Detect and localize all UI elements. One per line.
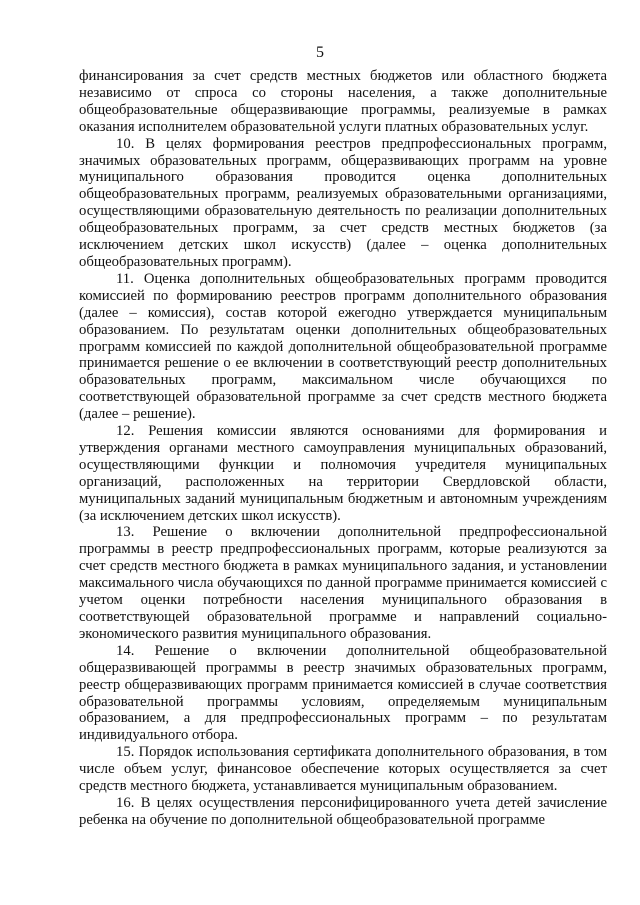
paragraph-12: 12. Решения комиссии являются основаниями для формирования и утверждения органами местного самоуправления муниципальных образований, осуществляющими функции и полномочия учредителя муниципальных организаций, расположенных на территории Свердловской области, муниципальных заданий муниципальным бюджетным и автономным учреждениям (за исключением детских школ искусств). <box>79 423 607 524</box>
paragraph-13: 13. Решение о включении дополнительной предпрофессиональной программы в реестр предпрофессиональных программ, которые реализуются за счет средств местного бюджета в рамках муниципального задания, и установлении максимального числа обучающихся по данной программе принимается комиссией с учетом оценки потребности населения муниципального образования в соответствующей образовательной программе и направлений социально-экономического развития муниципального образования. <box>79 524 607 642</box>
paragraph-16: 16. В целях осуществления персонифицированного учета детей зачисление ребенка на обучение по дополнительной общеобразовательной программе <box>79 794 607 828</box>
paragraph-15: 15. Порядок использования сертификата дополнительного образования, в том числе объем услуг, финансовое обеспечение которых осуществляется за счет средств местного бюджета, устанавливается муниципальным образованием. <box>79 744 607 795</box>
paragraph-10: 10. В целях формирования реестров предпрофессиональных программ, значимых образовательных программ, общеразвивающих программ на уровне муниципального образования проводится оценка дополнительных общеобразовательных программ, реализуемых образовательными организациями, осуществляющими образовательную деятельность по реализации дополнительных общеобразовательных программ, за счет средств местных бюджетов (за исключением детских школ искусств) (далее – оценка дополнительных общеобразовательных программ). <box>79 135 607 270</box>
paragraph-11: 11. Оценка дополнительных общеобразовательных программ проводится комиссией по формированию реестров программ дополнительного образования (далее – комиссия), состав которой ежегодно утверждается муниципальным образованием. По результатам оценки дополнительных общеобразовательных программ комиссией по каждой дополнительной общеобразовательной программе принимается решение о ее включении в соответствующий реестр дополнительных образовательных программ, максимальном числе обучающихся по соответствующей образовательной программе за счет средств местного бюджета (далее – решение). <box>79 270 607 423</box>
page-number: 5 <box>316 44 324 61</box>
document-body <box>79 68 607 829</box>
paragraph-14: 14. Решение о включении дополнительной общеобразовательной общеразвивающей программы в реестр значимых образовательных программ, реестр общеразвивающих программ принимается комиссией в случае соответствия образовательной программы условиям, определяемым муниципальным образованием, а для предпрофессиональных программ – по результатам индивидуального отбора. <box>79 642 607 744</box>
paragraph-continuation: финансирования за счет средств местных бюджетов или областного бюджета независимо от спроса со стороны населения, а также дополнительные общеобразовательные общеразвивающие программы, реализуемые в рамках оказания исполнителем образовательной услуги платных образовательных услуг. <box>79 68 607 135</box>
